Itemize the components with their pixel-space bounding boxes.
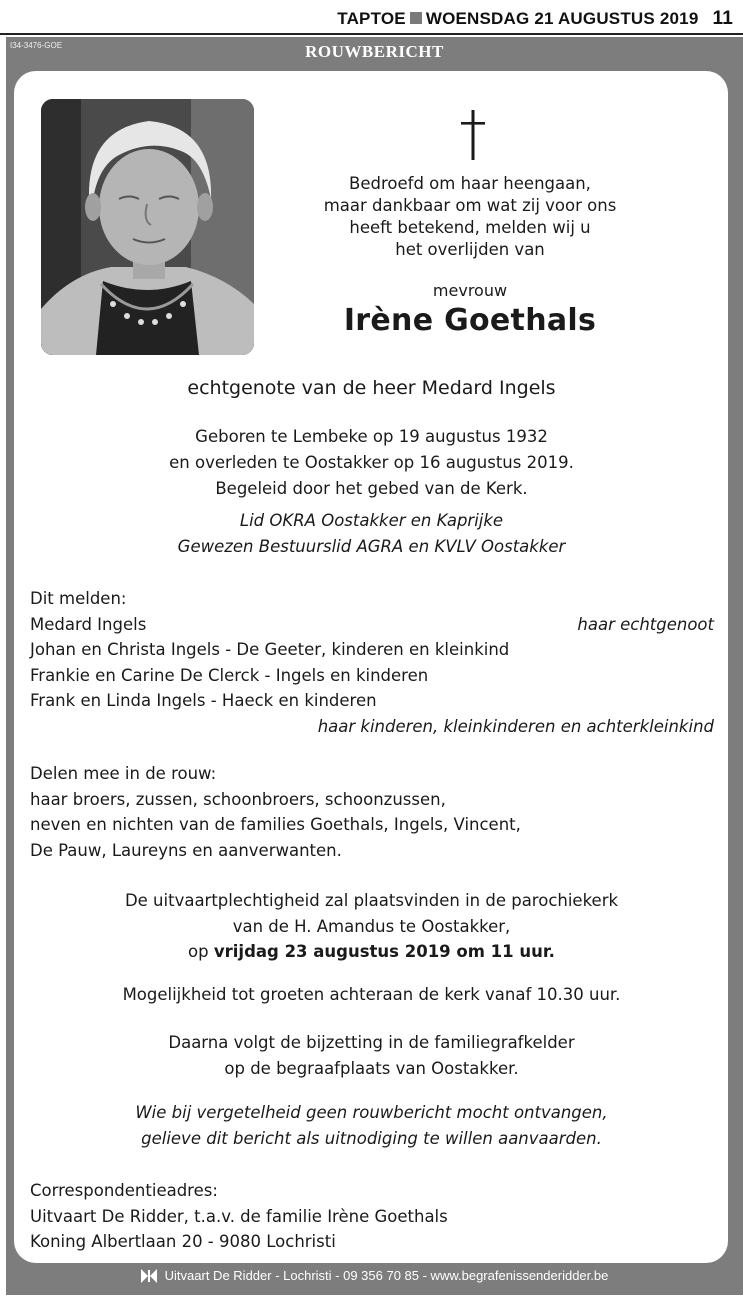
husband-role: haar echtgenoot (577, 614, 714, 634)
correspondence-line: Uitvaart De Ridder, t.a.v. de familie Irène Goethals (30, 1206, 448, 1226)
death-line: en overleden te Oostakker op 16 augustus 2019. (169, 453, 574, 472)
prayer-line: Begeleid door het gebed van de Kerk. (215, 479, 528, 498)
burial-info (0, 1030, 743, 1081)
family-row: Johan en Christa Ingels - De Geeter, kinderen en kleinkind (30, 640, 510, 659)
header-rule (0, 33, 743, 35)
publication-name: TAPTOE (337, 9, 406, 28)
footer-text: Uitvaart De Ridder - Lochristi - 09 356 70 85 - www.begrafenissenderidder.be (164, 1268, 609, 1283)
notice-line: Wie bij vergetelheid geen rouwbericht mocht ontvangen, (135, 1103, 608, 1122)
birth-death-text (0, 424, 743, 502)
intro-line: het overlijden van (395, 240, 545, 259)
funeral-date: vrijdag 23 augustus 2019 om 11 uur. (213, 942, 555, 961)
funeral-datetime (0, 939, 743, 965)
title-prefix: mevrouw (432, 281, 508, 300)
burial-line: op de begraafplaats van Oostakker. (224, 1058, 519, 1078)
mourners-heading: Delen mee in de rouw: (30, 764, 217, 783)
portrait-photo (41, 99, 254, 355)
ad-code: I34-3476-GOE (10, 41, 63, 50)
issue-date: WOENSDAG 21 AUGUSTUS 2019 (425, 9, 699, 28)
intro-line: maar dankbaar om wat zij voor ons (323, 196, 617, 215)
mourners-line: De Pauw, Laureyns en aanverwanten. (30, 840, 342, 860)
invitation-notice (0, 1100, 743, 1151)
section-title: ROUWBERICHT (305, 42, 444, 61)
correspondence-line: Koning Albertlaan 20 - 9080 Lochristi (30, 1232, 336, 1251)
funeral-home-logo-icon (141, 1269, 157, 1283)
family-row: Frankie en Carine De Clerck - Ingels en kinderen (30, 665, 429, 685)
family-row-husband (30, 612, 714, 638)
husband-name: Medard Ingels (30, 614, 147, 634)
newspaper-header (0, 0, 743, 36)
cross-icon (459, 110, 487, 160)
funeral-line: De uitvaartplechtigheid zal plaatsvinden in de parochiekerk (124, 891, 619, 910)
intro-line: Bedroefd om haar heengaan, (349, 174, 591, 193)
memberships (0, 508, 743, 560)
notice-line: gelieve dit bericht als uitnodiging te willen aanvaarden. (141, 1128, 602, 1148)
header-line (337, 8, 733, 30)
intro-line: heeft betekend, melden wij u (349, 218, 591, 237)
spouse-line: echtgenote van de heer Medard Ingels (187, 377, 556, 399)
correspondence-address (30, 1178, 448, 1255)
children-role: haar kinderen, kleinkinderen en achterkleinkind (317, 716, 714, 736)
children-role-row (30, 714, 714, 740)
funeral-line: van de H. Amandus te Oostakker, (232, 916, 511, 936)
portrait-illustration (41, 99, 254, 355)
funeral-home-footer (6, 1268, 743, 1283)
membership-line: Gewezen Bestuurslid AGRA en KVLV Oostakker (177, 537, 566, 556)
membership-line: Lid OKRA Oostakker en Kaprijke (239, 511, 504, 530)
burial-line: Daarna volgt de bijzetting in de familiegrafkelder (168, 1033, 575, 1052)
page-number: 11 (712, 8, 733, 29)
family-heading: Dit melden: (30, 589, 127, 608)
family-list (30, 586, 714, 739)
mourners-line: neven en nichten van de families Goethals, Ingels, Vincent, (30, 815, 521, 834)
greeting-info: Mogelijkheid tot groeten achteraan de kerk vanaf 10.30 uur. (122, 985, 621, 1004)
birth-line: Geboren te Lembeke op 19 augustus 1932 (195, 427, 548, 446)
mourners-line: haar broers, zussen, schoonbroers, schoonzussen, (30, 789, 446, 809)
correspondence-heading: Correspondentieadres: (30, 1181, 218, 1200)
family-row: Frank en Linda Ingels - Haeck en kinderen (30, 691, 377, 710)
square-icon (410, 12, 422, 24)
mourners-list (30, 761, 521, 863)
funeral-info (0, 888, 743, 965)
funeral-prefix: op (188, 942, 214, 961)
deceased-name: Irène Goethals (343, 303, 597, 338)
intro-text (290, 173, 650, 261)
